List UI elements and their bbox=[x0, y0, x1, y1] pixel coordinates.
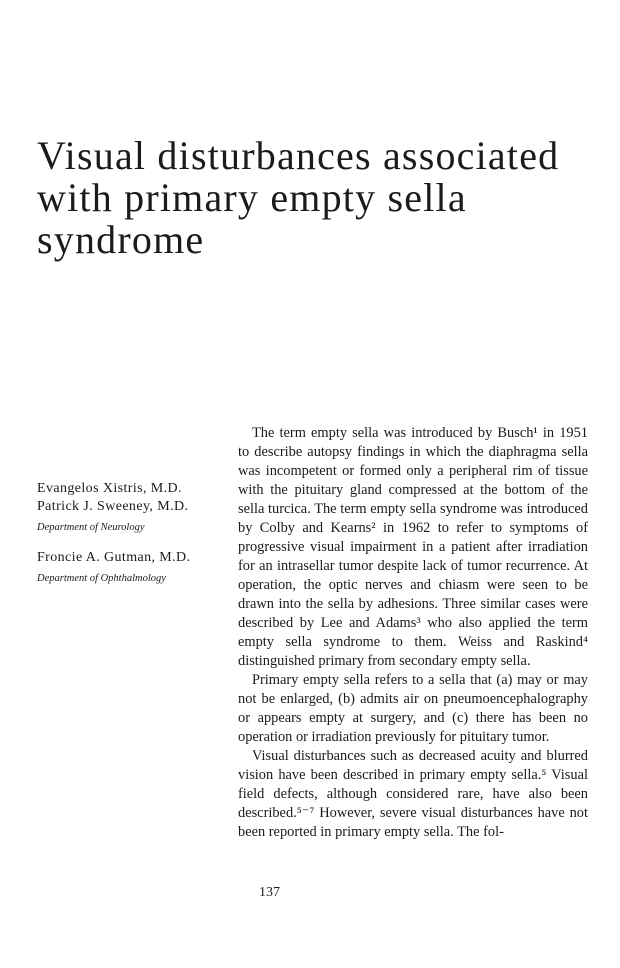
title-line-1: Visual disturbances associated bbox=[37, 132, 560, 178]
title-line-3: syndrome bbox=[37, 216, 205, 262]
article-body bbox=[238, 424, 588, 842]
department-label: Department of Ophthalmology bbox=[37, 573, 166, 584]
body-paragraph: Visual disturbances such as decreased acuity and blurred vision have been described in primary empty sella.⁵ Visual field defects, although considered rare, have also been described.⁵⁻⁷ However, severe visual disturbances have not been reported in primary empty sella. The fol- bbox=[238, 748, 588, 840]
author-name: Evangelos Xistris, M.D. bbox=[37, 481, 182, 496]
title-line-2: with primary empty sella bbox=[37, 174, 467, 220]
page-number: 137 bbox=[259, 885, 280, 900]
department-label: Department of Neurology bbox=[37, 522, 145, 533]
body-paragraph: Primary empty sella refers to a sella that (a) may or may not be enlarged, (b) admits air on pneumoencephalography or appears empty at surgery, and (c) there has been no operation or irradiation previously for pituitary tumor. bbox=[238, 672, 588, 745]
body-paragraph: The term empty sella was introduced by Busch¹ in 1951 to describe autopsy findings in which the diaphragma sella was incompetent or formed only a peripheral rim of tissue with the pituitary gland compressed at the bottom of the sella turcica. The term empty sella syndrome was introduced by Colby and Kearns² in 1962 to refer to symptoms of progressive visual impairment in a patient after irradiation for an intrasellar tumor despite lack of tumor recurrence. At operation, the optic nerves and chiasm were seen to be drawn into the sella by adhesions. Three similar cases were described by Lee and Adams³ who also applied the term empty sella syndrome to them. Weiss and Raskind⁴ distinguished primary from secondary empty sella. bbox=[238, 425, 588, 669]
author-name: Froncie A. Gutman, M.D. bbox=[37, 550, 191, 565]
author-name: Patrick J. Sweeney, M.D. bbox=[37, 499, 189, 514]
article-title bbox=[37, 132, 597, 262]
author-block bbox=[37, 480, 227, 600]
